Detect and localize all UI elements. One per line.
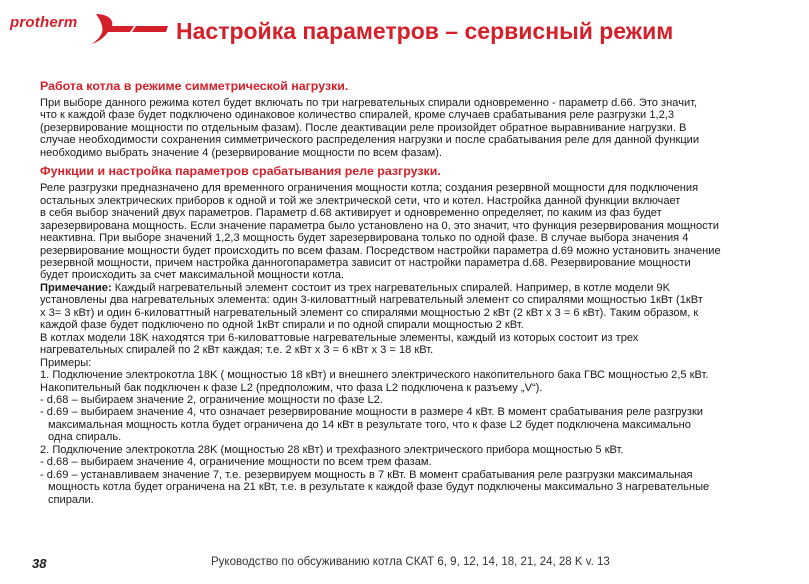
section-heading-symmetric: Работа котла в режиме симметрической нагрузки. <box>40 79 349 93</box>
text-line: случае необходимости сохранения симметрического распределения нагрузки и после срабатывания реле для данной функции <box>40 134 700 147</box>
text-line: В котлах модели 18K находятся три 6-киловаттовые нагревательные элементы, каждый из которых состоит из трех <box>40 331 639 344</box>
example-line: спирали. <box>48 493 94 506</box>
text-line: 1. Подключение электрокотла 18K ( мощностью 18 кВт) и внешнего электрического накопительного бака ГВС мощностью 2,5 кВт. <box>40 369 709 382</box>
text-line: будет происходить за счет максимальной мощности котла. <box>40 269 345 282</box>
text-line: остальных электрических приборов к одной и той же электрической сети, что и котел. Настройка данной функции включает <box>40 194 681 207</box>
paragraph-symmetric <box>40 97 785 159</box>
logo-emblem-icon <box>90 12 170 46</box>
example-line: - d.69 – устанавливаем значение 7, т.е. резервируем мощность в 7 кВт. В момент срабатывания реле разгрузки максимальная <box>40 468 693 481</box>
note-text: Каждый нагревательный элемент состоит из трех нагревательных спиралей. Например, в котле модели 9K <box>111 281 670 294</box>
text-line: x 3= 3 кВт) и один 6-киловаттный нагревательный элемент со спиралями мощностью 2 кВт (2 кВт x 3 = 6 кВт). Таким образом, к <box>40 306 699 319</box>
logo-wordmark: protherm <box>10 14 78 31</box>
text-line: резервирование мощности будет происходить по всем фазам. Посредством настройки параметра d.69 можно установить значение <box>40 244 721 257</box>
section-heading-relay: Функции и настройка параметров срабатывания реле разгрузки. <box>40 164 441 179</box>
document-body <box>40 79 785 506</box>
example-line: одна спираль. <box>48 431 122 444</box>
note-line <box>40 282 785 294</box>
text-line: Примеры: <box>40 356 92 369</box>
text-line: каждой фазе будет подключено по одной 1кВт спирали и по одной спирали мощностью 2 кВт. <box>40 319 524 332</box>
footer-text: Руководство по обсуживанию котла СКАТ 6, 9, 12, 14, 18, 21, 24, 28 K v. 13 <box>211 556 610 568</box>
text-line: что к каждой фазе будет подключено одинаковое количество спиралей, кроме случаев срабатывания реле разгрузки 1,2,3 <box>40 109 674 122</box>
text-line: в себя выбор значений двух параметров. Параметр d.68 активирует и одновременно определяет, по каким из фаз будет <box>40 207 662 220</box>
example-line: мощность котла будет ограничена на 21 кВт, т.е. в результате к каждой фазе будут подключены максимально 3 нагревательные <box>48 481 710 494</box>
page-title: Настройка параметров – сервисный режим <box>176 18 674 44</box>
text-line: резервной мощности, причем настройка данногопараметра зависит от настройки параметра d.68. Резервирование мощности <box>40 256 691 269</box>
text-line: зарезервирована мощность. Если значение параметра было установлено на 0, это значит, что функция резервирования мощности <box>40 219 719 232</box>
note-label: Примечание: <box>40 281 112 294</box>
example-line: 2. Подключение электрокотла 28K (мощностью 28 кВт) и трехфазного электрического прибора мощностью 5 кВт. <box>40 443 624 456</box>
text-line: установлены два нагревательных элемента: один 3-киловаттный нагревательный элемент со спиралями мощностью 1кВт (1кВт <box>40 294 703 307</box>
examples-list <box>40 394 785 506</box>
text-line: необходимо выбрать значение 4 (резервирование мощности по всем фазам). <box>40 146 442 159</box>
example-line: - d.68 – выбираем значение 4, ограничение мощности по всем трем фазам. <box>40 456 432 469</box>
text-line: При выборе данного режима котел будет включать по три нагревательных спирали одновременно - параметр d.66. Это значит, <box>40 97 698 109</box>
text-line: нагревательных спиралей по 2 кВт каждая; т.е. 2 кВт x 3 = 6 кВт x 3 = 18 кВт. <box>40 344 434 357</box>
text-line: Реле разгрузки предназначено для временного ограничения мощности котла; создания резервной мощности для подключения <box>40 182 699 195</box>
example-line: максимальная мощность котла будет ограничена до 14 кВт в результате того, что к фазе L2 будет подключена максимально <box>48 418 691 431</box>
text-line: Накопительный бак подключен к фазе L2 (предположим, что фаза L2 подключена к разъему „V“). <box>40 381 543 394</box>
paragraph-relay <box>40 182 785 506</box>
text-line: неактивна. При выборе значений 1,2,3 мощность будет зарезервирована только по одной фазе. В случае выбора значения 4 <box>40 232 689 245</box>
protherm-logo <box>10 12 160 46</box>
page-number: 38 <box>32 556 47 571</box>
example-line: - d.68 – выбираем значение 2, ограничение мощности по фазе L2. <box>40 393 383 406</box>
text-line: (резервирование мощности по отдельным фазам). После деактивации реле произойдет обратное выравнивание нагрузки. В <box>40 121 687 134</box>
example-line: - d.69 – выбираем значение 4, что означает резервирование мощности в размере 4 кВт. В момент срабатывания реле разгрузки <box>40 406 703 419</box>
